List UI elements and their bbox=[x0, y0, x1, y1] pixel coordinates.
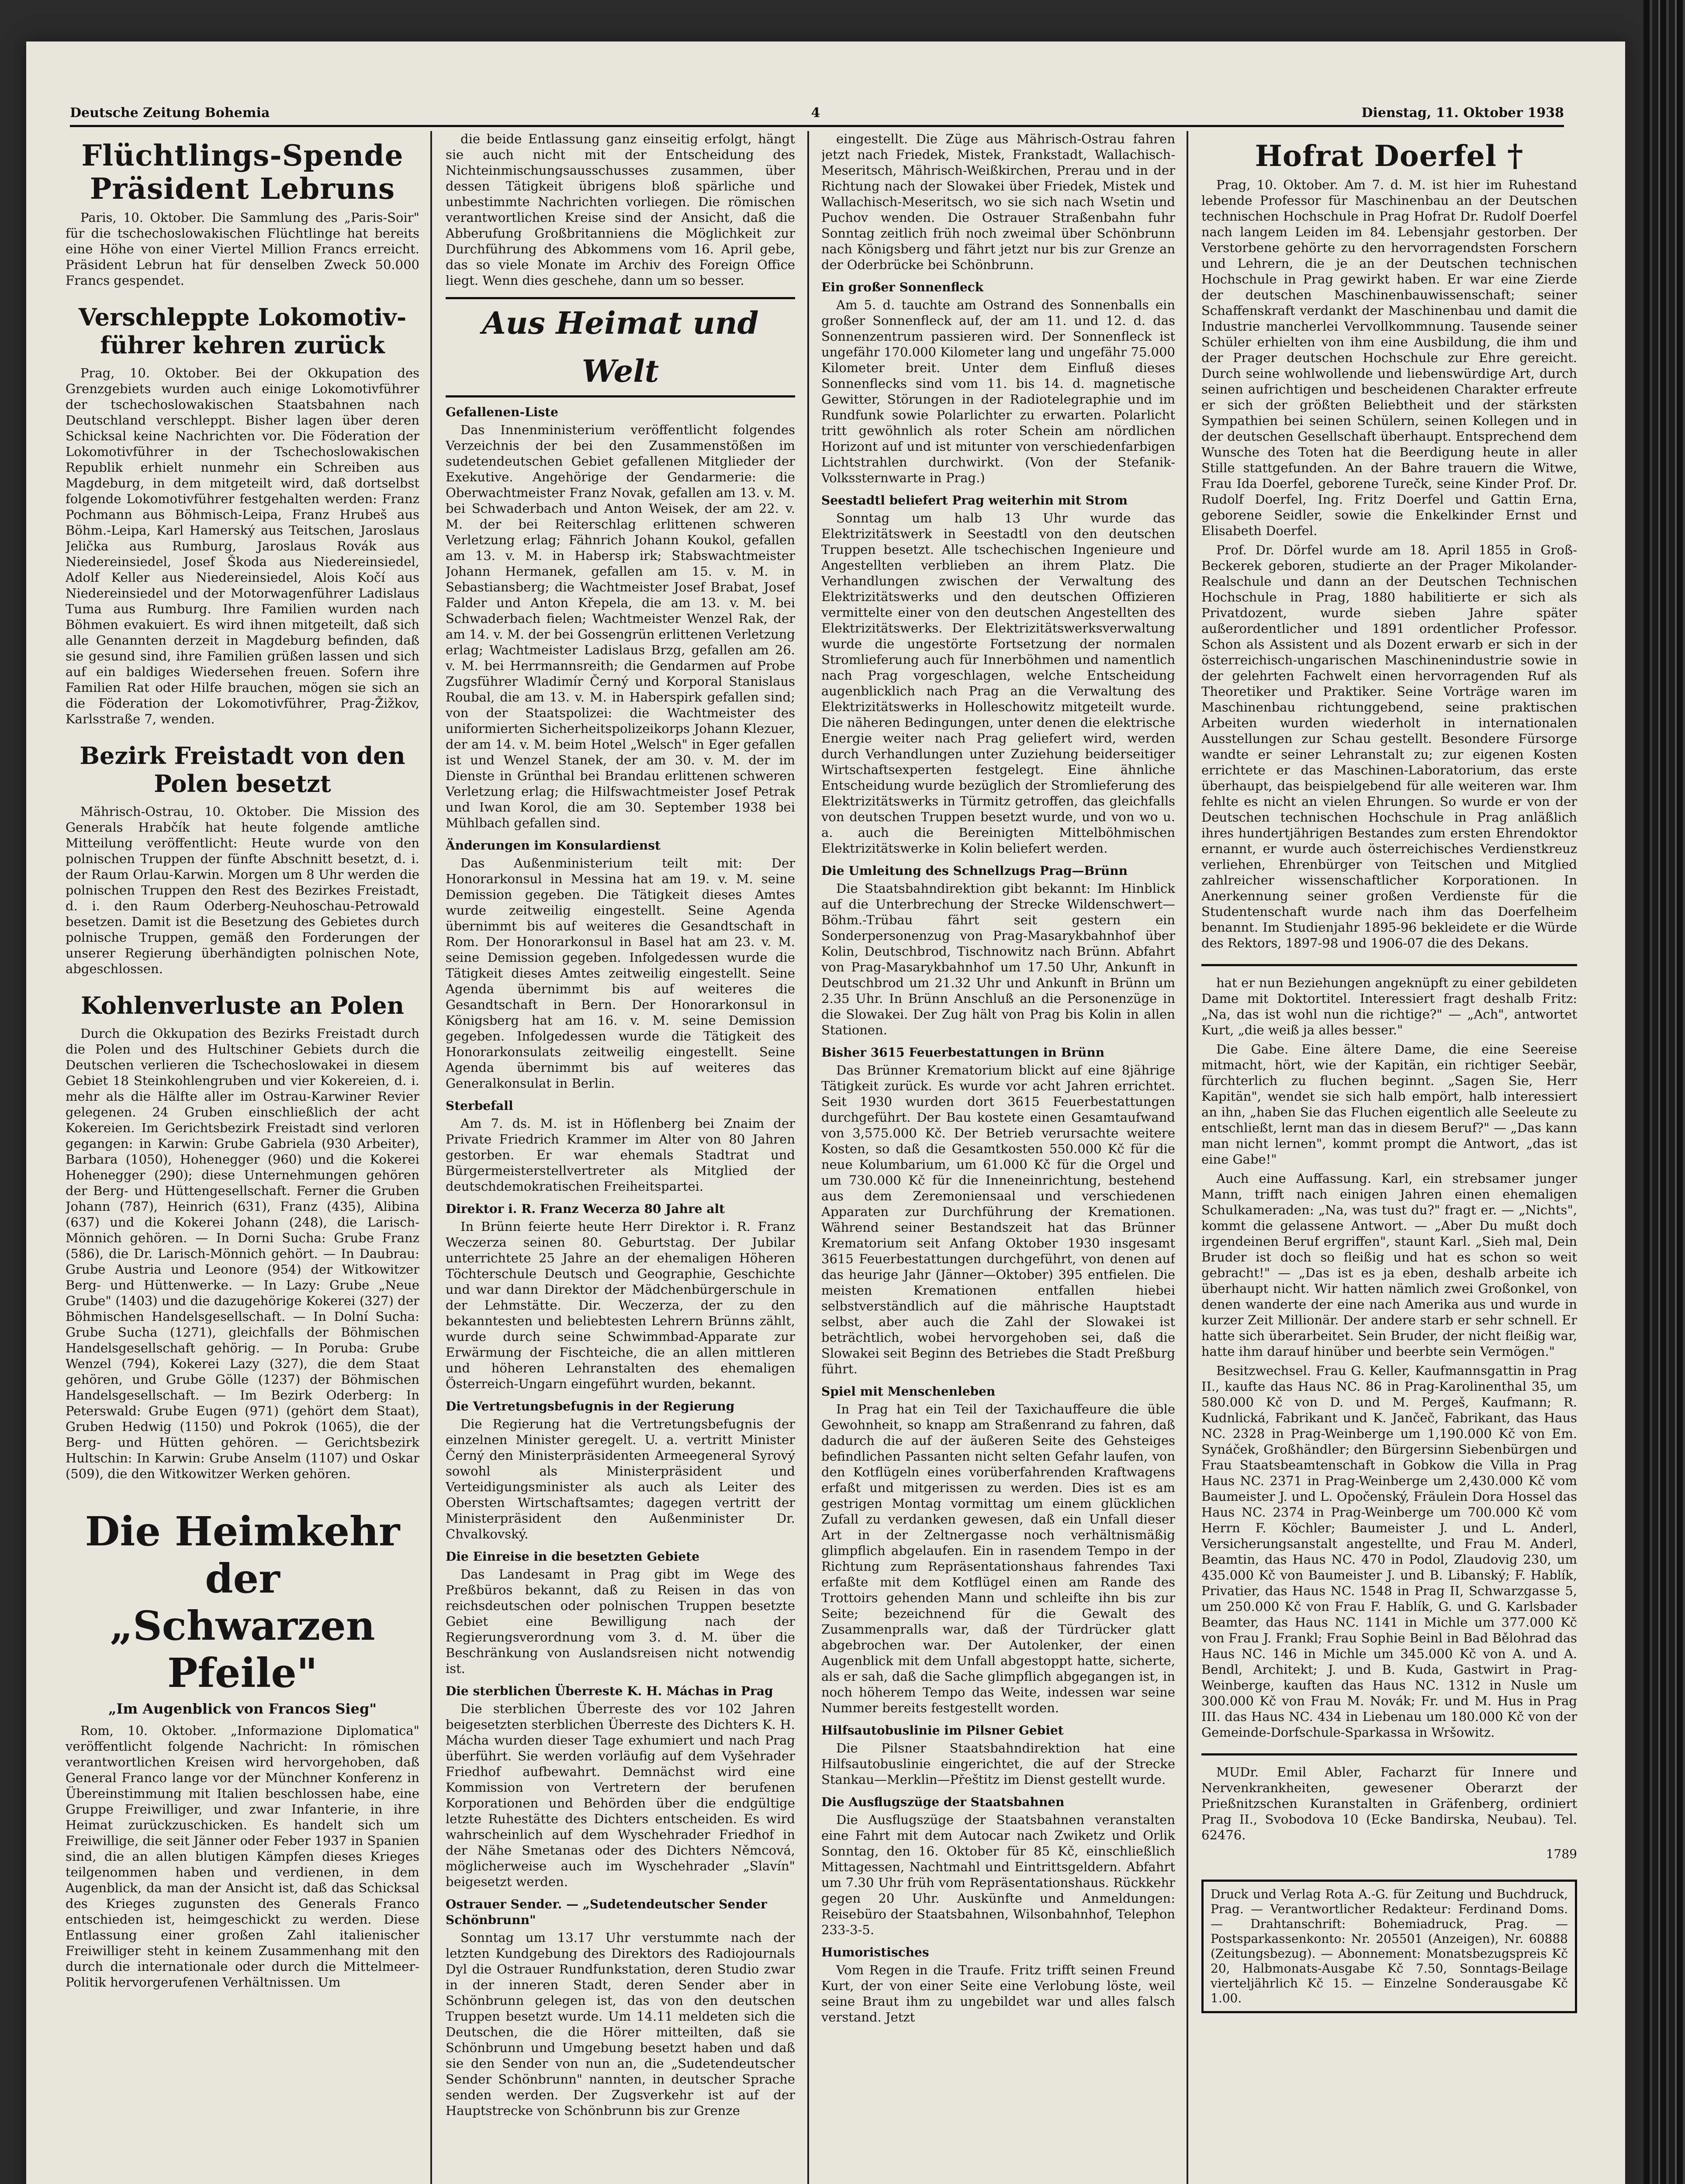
article-body: Durch die Okkupation des Bezirks Freistadt durch die Polen und des Hultschiner Gebiets durch die Deutschen verlieren die Tschechoslowakei in diesem Gebiet 18 Steinkohlengruben und vier Kokereien, d. i. mehr als die Hälfte aller im Ostrau-Karwiner Revier gelegenen. 24 Gruben einschließlich der acht Kokereien. Im Gerichtsbezirk Freistadt sind verloren gegangen: in Karwin: Grube Gabriela (930 Arbeiter), Barbara (1050), Hohenegger (960) und die Kokerei Hohenegger (290); diese Unternehmungen gehören der Berg- und Hüttengesellschaft. Ferner die Gruben Johann (787), Heinrich (631), Franz (435), Alibina (637) und die Kokerei Johann (248), die Larisch-Mönnich gehören. — In Dorni Sucha: Grube Franz (586), die Dr. Larisch-Mönnich gehört. — In Daubrau: Grube Austria und Leonore (954) der Witkowitzer Berg- und Hüttenwerke. — In Lazy: Grube „Neue Grube" (1403) und die dazugehörige Kokerei (327) der Böhmischen Handelsgesellschaft. — In Dolní Sucha: Grube Sucha (1271), gleichfalls der Böhmischen Handelsgesellschaft gehörig. — In Poruba: Grube Wenzel (794), Kokerei Lazy (327), die dem Staat gehören, und Grube Gölle (1237) der Böhmischen Handelsgesellschaft. — Im Bezirk Oderberg: In Peterswald: Grube Eugen (971) (gehört dem Staat), Gruben Hedwig (1150) und Pokrok (1065), die der Berg- und Hütten gehören. — Gerichtsbezirk Hultschin: In Karwin: Grube Anselm (1107) und Oskar (509), die den Witkowitzer Werken gehören. bbox=[66, 1026, 419, 1481]
section-body: Die Regierung hat die Vertretungsbefugnis der einzelnen Minister geregelt. U. a. vertritt Minister Černý den Ministerpräsidenten Armeegeneral Syrový sowohl als Ministerpräsident und Verteidigungsminister als auch als Leiter des Obersten Wirtschaftsamtes; dagegen vertritt der Ministerpräsident den Außenminister Dr. Chvalkovský. bbox=[446, 1417, 795, 1541]
column-1 bbox=[66, 131, 419, 2184]
header-page-number: 4 bbox=[811, 105, 820, 121]
section-title: Die Vertretungsbefugnis in der Regierung bbox=[446, 1399, 735, 1413]
article-body: hat er nun Beziehungen angeknüpft zu einer gebildeten Dame mit Doktortitel. Interessiert fragt deshalb Fritz: „Na, das ist wohl nun die richtige?" — „Ach", antwortet Kurt, „die weiß ja alles besser." bbox=[1201, 975, 1577, 1037]
section-body: Am 5. d. tauchte am Ostrand des Sonnenballs ein großer Sonnenfleck auf, der am 11. und 12. d. das Sonnenzentrum passieren wird. Der Sonnenfleck ist ungefähr 170.000 Kilometer lang und ungefähr 75.000 Kilometer breit. Unter dem Einfluß dieses Sonnenflecks sind vom 11. bis 14. d. magnetische Gewitter, Störungen in der Radiotelegraphie und im Rundfunk sowie Polarlichter zu erwarten. Polarlicht tritt gewöhnlich als roter Schein am nördlichen Horizont auf und ist mitunter von verschiedenfarbigen Lichtstrahlen durchwirkt. (Von der Stefanik-Volkssternwarte in Prag.) bbox=[821, 297, 1175, 485]
scanner-edge bbox=[1643, 0, 1685, 2184]
article-body: Prof. Dr. Dörfel wurde am 18. April 1855 in Groß-Beckerek geboren, studierte an der Prager Mikolander-Realschule und dann an der Deutschen Technischen Hochschule in Prag, 1880 habilitierte er sich als Privatdozent, wurde sieben Jahre später außerordentlicher und 1891 ordentlicher Professor. Schon als Assistent und als Dozent erwarb er sich in der österreichisch-ungarischen Maschinenindustrie sowie in der gelehrten Fachwelt einen hervorragenden Ruf als Theoretiker und Praktiker. Seine Vorträge waren im Maschinenbau richtunggebend, seine praktischen Arbeiten wurden wiederholt in internationalen Ausstellungen zur Schau gestellt. Besondere Fürsorge wandte er seiner Lehranstalt zu; zur eigenen Kosten errichtete er das Maschinen-Laboratorium, das erste überhaupt, das beispielgebend für alle weiteren war. Ihm fehlte es nicht an vielen Ehrungen. So wurde er von der Deutschen technischen Hochschule in Prag anläßlich ihres hundertjährigen Bestandes zum ersten Ehrendoktor ernannt, er wurde auch österreichisches Verdienstkreuz verliehen, Ehrenbürger von Teitschen und Mitglied zahlreicher wissenschaftlicher Korporationen. In Anerkennung seiner großen Verdienste für die Studentenschaft wurde nach ihm das Doerfelheim benannt. Im Studienjahr 1895-96 bekleidete er die Würde des Rektors, 1897-98 und 1906-07 die des Dekans. bbox=[1201, 543, 1577, 950]
section-body: Die Ausflugszüge der Staatsbahnen veranstalten eine Fahrt mit dem Autocar nach Zwiketz und Orlik Sonntag, den 16. Oktober für 85 Kč, einschließlich Mittagessen, Nachtmahl und Eintrittsgeldern. Abfahrt um 7.30 Uhr früh vom Repräsentationshaus. Rückkehr gegen 20 Uhr. Auskünfte und Anmeldungen: Reisebüro der Staatsbahnen, Wilsonbahnhof, Telephon 233-3-5. bbox=[821, 1812, 1175, 1937]
headline-line: Verschleppte Lokomotiv- bbox=[78, 303, 407, 331]
section-body: Die Staatsbahndirektion gibt bekannt: Im Hinblick auf die Unterbrechung der Strecke Wildenschwert—Böhm.-Trübau fährt seit gestern ein Sonderpersonenzug von Prag-Masarykbahnhof über Kolin, Deutschbrod, Tischnowitz nach Brünn. Abfahrt von Prag-Masarykbahnhof um 17.50 Uhr, Ankunft in Deutschbrod um 21.32 Uhr und Ankunft in Brünn um 2.35 Uhr. In Brünn Anschluß an die Personenzüge in die Slowakei. Der Zug hält von Prag bis Kolin in allen Stationen. bbox=[821, 881, 1175, 1037]
section-title: Humoristisches bbox=[821, 1945, 929, 1959]
section-body: Die sterblichen Überreste des vor 102 Jahren beigesetzten sterblichen Überreste des Dichters K. H. Mácha wurden dieser Tage exhumiert und nach Prag überführt. Sie werden vorläufig auf dem Vyšehrader Friedhof aufbewahrt. Demnächst wird eine Kommission von Vertretern der berufenen Korporationen und Behörden über die endgültige letzte Ruhestätte des Dichters entscheiden. Es wird wahrscheinlich auf dem Wyschehrader Friedhof in der Nähe Smetanas oder des Dichters Němcová, möglicherweise auch im Wyschehrader „Slavín" beigesetzt werden. bbox=[446, 1701, 795, 1889]
section-title: Änderungen im Konsulardienst bbox=[446, 838, 661, 853]
article-body: eingestellt. Die Züge aus Mährisch-Ostrau fahren jetzt nach Friedek, Mistek, Frankstadt, Wallachisch-Meseritsch, Mährisch-Weißkirchen, Prerau und in der Richtung nach der Slowakei über Friedek, Mistek und Wallachisch-Meseritsch, wo sie sich nach Wsetin und Puchov wenden. Die Ostrauer Straßenbahn fuhr Sonntag zeitlich früh noch zweimal über Schönbrunn nach Königsberg und fährt jetzt nur bis zur Grenze an der Oderbrücke bei Schönbrunn. bbox=[821, 131, 1175, 272]
section-body: Das Außenministerium teilt mit: Der Honorarkonsul in Messina hat am 19. v. M. seine Demission gegeben. Die Tätigkeit dieses Amtes wurde zeitweilig eingestellt. Seine Agenda übernimmt bis auf weiteres die Gesandtschaft in Rom. Der Honorarkonsul in Basel hat am 23. v. M. seine Demission gegeben. Infolgedessen wurde die Tätigkeit dieses Amtes zeitweilig eingestellt. Seine Agenda übernimmt bis auf weiteres die Gesandtschaft in Bern. Der Honorarkonsul in Königsberg hat am 16. v. M. seine Demission gegeben. Infolgedessen wurde die Tätigkeit des Honorarkonsulats zeitweilig eingestellt. Seine Agenda übernimmt bis auf weiteres das Generalkonsulat in Berlin. bbox=[446, 856, 795, 1091]
section-title: Seestadtl beliefert Prag weiterhin mit Strom bbox=[821, 493, 1128, 508]
column-4 bbox=[1201, 131, 1577, 2184]
column-3 bbox=[821, 131, 1175, 2184]
header-masthead: Deutsche Zeitung Bohemia bbox=[70, 105, 270, 121]
article-body: Rom, 10. Oktober. „Informazione Diplomatica" veröffentlicht folgende Nachricht: In römischen verantwortlichen Kreisen wird hervorgehoben, daß General Franco lange vor der Münchner Konferenz in Übereinstimmung mit Italien beschlossen habe, eine Gruppe Freiwilliger, und zwar Infanterie, in ihre Heimat zurückzuschicken. Es handelt sich um Freiwillige, die seit Jänner oder Feber 1937 in Spanien sind, die an allen blutigen Kämpfen dieses Krieges teilgenommen haben und verdienen, in dem Augenblick, da man der Ansicht ist, daß das Schicksal des Krieges zugunsten des Generals Franco entschieden ist, heimgeschickt zu werden. Diese Entlassung einer großen Zahl italienischer Freiwilliger steht in keinem Zusammenhang mit den durch die internationale oder durch die Mittelmeer-Politik hervorgerufenen Verhältnissen. Um bbox=[66, 1723, 419, 1990]
section-title: Die Einreise in die besetzten Gebiete bbox=[446, 1549, 700, 1564]
article-body: Mährisch-Ostrau, 10. Oktober. Die Mission des Generals Hrabčík hat heute folgende amtliche Mitteilung veröffentlicht: Heute wurde von den polnischen Truppen der fünfte Abschnitt besetzt, d. i. der Raum Orlau-Karwin. Morgen um 8 Uhr werden die polnischen Truppen den Rest des Bezirkes Freistadt, d. i. den Raum Oderberg-Neuhoschau-Petrowald besetzen. Damit ist die Besetzung des Gebietes durch polnische Truppen, gemäß den Forderungen der unserer Regierung überhändigten polnischen Note, abgeschlossen. bbox=[66, 804, 419, 976]
section-title: Ostrauer Sender. — „Sudetendeutscher Sender Schönbrunn" bbox=[446, 1897, 767, 1927]
cross-icon: † bbox=[1507, 137, 1524, 173]
section-banner: Aus Heimat und Welt bbox=[446, 297, 795, 397]
section-title: Bisher 3615 Feuerbestattungen in Brünn bbox=[821, 1045, 1105, 1060]
article-body: Paris, 10. Oktober. Die Sammlung des „Paris-Soir" für die tschechoslowakischen Flüchtlinge hat bereits eine Höhe von einer Viertel Million Francs erreicht. Präsident Lebrun hat für denselben Zweck 50.000 Francs gespendet. bbox=[66, 210, 419, 288]
section-body: In Brünn feierte heute Herr Direktor i. R. Franz Weczerza seinen 80. Geburtstag. Der Jubilar unterrichtete 25 Jahre an der ehemaligen Höheren Töchterschule Deutsch und Geographie, Geschichte und war dann Direktor der Mädchenbürgerschule in der Lehmstätte. Dir. Weczerza, der zu den bekanntesten und beliebtesten Lehrern Brünns zählt, wurde durch seine Schwimmbad-Apparate zur Erwärmung der Fischteiche, die an allen mittleren und höheren Lehranstalten des ehemaligen Österreich-Ungarn eingeführt wurden, bekannt. bbox=[446, 1219, 795, 1391]
section-title: Hilfsautobuslinie im Pilsner Gebiet bbox=[821, 1723, 1064, 1738]
columns bbox=[66, 131, 1577, 2184]
section-title: Gefallenen-Liste bbox=[446, 405, 558, 419]
divider bbox=[1201, 1753, 1577, 1755]
headline-line: Die Heimkehr bbox=[85, 1508, 400, 1555]
article-headline bbox=[1201, 139, 1577, 173]
headline-text: Hofrat Doerfel bbox=[1255, 139, 1497, 173]
headline-line: Bezirk Freistadt von den bbox=[80, 742, 405, 770]
headline-line: Flüchtlings-Spende bbox=[81, 138, 404, 173]
advertisement: MUDr. Emil Abler, Facharzt für Innere und Nervenkrankheiten, gewesener Oberarzt der Prießnitzschen Kuranstalten in Gräfenberg, ordiniert Prag II., Svobodova 10 (Ecke Bandirska, Neubau). Tel. 62476. bbox=[1201, 1765, 1577, 1842]
imprint-box: Druck und Verlag Rota A.-G. für Zeitung und Buchdruck, Prag. — Verantwortlicher Redakteur: Ferdinand Doms. — Drahtanschrift: Bohemiadruck, Prag. — Postsparkassenkonto: Nr. 205501 (Anzeigen), Nr. 60888 (Zeitungsbezug). — Abonnement: Monatsbezugspreis Kč 20, Halbmonats-Ausgabe Kč 7.50, Sonntags-Beilage vierteljährlich Kč 15. — Einzelne Sonderausgabe Kč 1.00. bbox=[1201, 1880, 1577, 2013]
section-body: Vom Regen in die Traufe. Fritz trifft seinen Freund Kurt, der von einer Seite eine Verlobung löste, weil seine Braut ihm zu ungebildet war und alles falsch verstand. Jetzt bbox=[821, 1963, 1175, 2025]
column-rule bbox=[430, 131, 432, 2184]
section-title: Die Ausflugszüge der Staatsbahnen bbox=[821, 1795, 1065, 1809]
header-date: Dienstag, 11. Oktober 1938 bbox=[1361, 105, 1564, 121]
article-subheadline: „Im Augenblick von Francos Sieg" bbox=[108, 1700, 377, 1717]
section-body: Sonntag um 13.17 Uhr verstummte nach der letzten Kundgebung des Direktors des Radiojournals Dyl die Ostrauer Rundfunkstation, deren Studio zwar in der inneren Stadt, deren Sender aber in Schönbrunn gelegen ist, das von den deutschen Truppen besetzt wurde. Um 14.11 meldeten sich die Deutschen, die die Hörer mitteilten, daß sie Schönbrunn und Umgebung besetzt haben und daß sie den Sender von nun an, die „Sudetendeutscher Sender Schönbrunn" nannten, in deutscher Sprache senden werden. Der Zugsverkehr ist auf der Hauptstrecke von Schönbrunn bis zur Grenze bbox=[446, 1930, 795, 2118]
column-rule bbox=[807, 131, 809, 2184]
advertisement-number: 1789 bbox=[1546, 1847, 1577, 1861]
article-headline bbox=[66, 1508, 419, 1697]
section-title: Ein großer Sonnenfleck bbox=[821, 280, 984, 294]
article-headline: Kohlenverluste an Polen bbox=[81, 992, 404, 1019]
section-title: Die Umleitung des Schnellzugs Prag—Brünn bbox=[821, 864, 1128, 878]
article-body: Prag, 10. Oktober. Bei der Okkupation des Grenzgebiets wurden auch einige Lokomotivführer der tschechoslowakischen Staatsbahnen nach Deutschland verschleppt. Bisher lagen über deren Schicksal keine Nachrichten vor. Die Föderation der Lokomotivführer in der Tschechoslowakischen Republik erhielt nunmehr ein Schreiben aus Magdeburg, in dem mitgeteilt wird, daß dortselbst folgende Lokomotivführer festgehalten werden: Franz Pochmann aus Böhmisch-Leipa, Franz Hrubeš aus Böhm.-Leipa, Karl Hamerský aus Teitschen, Jaroslaus Jelička aus Rumburg, Jaroslaus Rovák aus Niedereinsiedel, Josef Škoda aus Niedereinsiedel, Adolf Keller aus Niedereinsiedel, Alois Kočí aus Niedereinsiedel und der Motorwagenführer Ladislaus Tuma aus Rumburg. Ihre Familien wurden nach Böhmen evakuiert. Es wird ihnen mitgeteilt, daß sich alle Genannten derzeit in Magdeburg befinden, daß sie gesund sind, ihre Familien grüßen lassen und sich auf ein baldiges Wiedersehen freuen. Sofern ihre Familien Rat oder Hilfe brauchen, mögen sie sich an die Föderation der Lokomotivführer, Prag-Žižkov, Karlsstraße 7, wenden. bbox=[66, 366, 419, 726]
article-body: Prag, 10. Oktober. Am 7. d. M. ist hier im Ruhestand lebende Professor für Maschinenbau an der Deutschen technischen Hochschule in Prag Hofrat Dr. Rudolf Doerfel nach langem Leiden im 84. Lebensjahr gestorben. Der Verstorbene gehörte zu den hervorragendsten Forschern und Lehrern, die je an der Deutschen technischen Hochschule in Prag gewirkt haben. Er war eine Zierde der deutschen Maschinenbauwissenschaft; seiner Schaffenskraft verdankt der Maschinenbau und damit die Industrie mancherlei Vervollkommnung. Tausende seiner Schüler erhielten von ihm eine Ausbildung, die ihm und der Prager deutschen Hochschule zur Ehre gereicht. Durch seine wohlwollende und liebenswürdige Art, durch seinen aufrichtigen und bescheidenen Charakter erfreute er sich der größten Beliebtheit und der stärksten Sympathien bei seinen Schülern, seinen Kollegen und in der deutschen Gesellschaft überhaupt. Entsprechend dem Wunsche des Toten hat die Beerdigung heute in aller Stille stattgefunden. An der Bahre trauern die Witwe, Frau Ida Doerfel, geborene Turečk, seine Kinder Prof. Dr. Rudolf Doerfel, Ing. Fritz Doerfel und Gattin Erna, geborene Seidler, sowie die Enkelkinder Ernst und Elisabeth Doerfel. bbox=[1201, 177, 1577, 538]
page-header bbox=[70, 100, 1564, 127]
column-rule bbox=[1187, 131, 1188, 2184]
article-headline bbox=[66, 742, 419, 798]
section-title: Spiel mit Menschenleben bbox=[821, 1384, 996, 1399]
article-headline bbox=[66, 303, 419, 359]
article-headline bbox=[66, 139, 419, 205]
article-body: Die Gabe. Eine ältere Dame, die eine Seereise mitmacht, hört, wie der Kapitän, ein richtiger Seebär, fürchterlich zu fluchen beginnt. „Sagen Sie, Herr Kapitän", wendet sie sich halb empört, halb interessiert an ihn, „haben Sie das Fluchen eigentlich alle Seeleute zu entschließt, lernt man das in diesem Beruf?" — „Das kann man nicht lernen", kommt prompt die Antwort, „das ist eine Gabe!" bbox=[1201, 1042, 1577, 1167]
article-body: die beide Entlassung ganz einseitig erfolgt, hängt sie auch nicht mit der Entscheidung des Nichteinmischungsausschusses zusammen, über dessen Tätigkeit übrigens bloß spärliche und unbestimmte Nachrichten vorliegen. Die römischen verantwortlichen Kreise sind der Ansicht, daß die Abberufung Großbritanniens die Möglichkeit zur Durchführung des Abkommens vom 16. April gebe, das so viele Monate im Archiv des Foreign Office liegt. Wenn dies geschehe, dann um so besser. bbox=[446, 131, 795, 288]
headline-line: Polen besetzt bbox=[154, 770, 331, 798]
section-title: Direktor i. R. Franz Wecerza 80 Jahre alt bbox=[446, 1202, 725, 1216]
section-body: Das Innenministerium veröffentlicht folgendes Verzeichnis der bei den Zusammenstößen im sudetendeutschen Gebiet gefallenen Mitglieder der Exekutive. Angehörige der Gendarmerie: die Oberwachtmeister Franz Novak, gefallen am 13. v. M. bei Schwaderbach und Anton Weisek, der am 22. v. M. der bei Reiterschlag erlittenen schweren Verletzung erlag; Fähnrich Johann Koukol, gefallen am 13. v. M. in Habersp irk; Stabswachtmeister Johann Hermanek, gefallen am 15. v. M. in Sebastiansberg; die Wachtmeister Josef Brabat, Josef Falder und Anton Křepela, die am 13. v. M. bei Schwaderbach fielen; Wachtmeister Wenzel Rak, der am 14. v. M. der bei Gossengrün erlittenen Verletzung erlag; Wachtmeister Ladislaus Brzg, gefallen am 26. v. M. bei Herrmannsreith; die Gendarmen auf Probe Zugsführer Wladimír Černý und Korporal Stanislaus Roubal, die am 13. v. M. in Haberspirk gefallen sind; von der Staatspolizei: die Wachtmeister des uniformierten Sicherheitspolizeikorps Johann Klezuer, der am 14. v. M. beim Hotel „Welsch" in Eger gefallen ist und Wenzel Stanek, der am 30. v. M. der im Dienste in Grünthal bei Brandau erlittenen schweren Verletzung erlag; die Hilfswachtmeister Josef Petrak und Iwan Korol, die am 30. September 1938 bei Mühlbach gefallen sind. bbox=[446, 422, 795, 830]
article-body: Auch eine Auffassung. Karl, ein strebsamer junger Mann, trifft nach einigen Jahren einen ehemaligen Schulkameraden: „Na, was tust du?" fragt er. — „Nichts", kommt die gelassene Antwort. — „Aber Du mußt doch irgendeinen Beruf ergriffen", staunt Karl. „Sieh mal, Dein Bruder ist doch so fleißig und hat es schon so weit gebracht!" — „Das ist es ja eben, deshalb arbeite ich überhaupt nicht. Wir hatten nämlich zwei Großonkel, von denen wanderte der eine nach Amerika aus und wurde in kurzer Zeit Millionär. Der andere starb er sehr schnell. Er hatte sich überarbeitet. Sein Bruder, der nicht fleißig war, hatte ihm darauf hinüber und beerbte sein Vermögen." bbox=[1201, 1171, 1577, 1359]
headline-line: führer kehren zurück bbox=[100, 331, 385, 359]
section-body: Das Landesamt in Prag gibt im Wege des Preßbüros bekannt, daß zu Reisen in das von reichsdeutschen oder polnischen Truppen besetzte Gebiet eine Bewilligung nach der Regierungsverordnung vom 3. d. M. über die Beschränkung von Auslandsreisen nicht notwendig ist. bbox=[446, 1567, 795, 1676]
headline-line: der „Schwarzen Pfeile" bbox=[110, 1555, 375, 1697]
section-body: Am 7. ds. M. ist in Höflenberg bei Znaim der Private Friedrich Krammer im Alter von 80 Jahren gestorben. Er war ehemals Stadtrat und Bürgermeisterstellvertreter als Mitglied der deutschdemokratischen Freiheitspartei. bbox=[446, 1116, 795, 1194]
section-body: In Prag hat ein Teil der Taxichauffeure die üble Gewohnheit, so knapp am Straßenrand zu fahren, daß dadurch die auf der äußeren Seite des Gehsteiges befindlichen Passanten nicht selten Gefahr laufen, von den Kotflügeln eines vorüberfahrenden Kraftwagens erfaßt und mitgerissen zu werden. Dies ist es am gestrigen Montag vormittag um einem glücklichen Zufall zu verdanken gewesen, daß ein Unfall dieser Art in der Zeltnergasse noch verhältnismäßig glimpflich abgelaufen. Ein in rasendem Tempo in der Richtung zum Repräsentationshaus fahrendes Taxi erfaßte mit dem Kotflügel einen am Rande des Trottoirs gehenden Mann und schleifte ihn bis zur Seite; bezeichnend für die Gewalt des Zusammenpralls war, daß der Türdrücker glatt abgebrochen war. Der Autolenker, der einen Augenblick mit dem Unfall abgestoppt hatte, sicherte, als er sah, daß die Sache glimpflich abgegangen ist, in noch höherem Tempo das Weite, indessen war seine Nummer bereits festgestellt worden. bbox=[821, 1402, 1175, 1715]
section-body: Das Brünner Krematorium blickt auf eine 8jährige Tätigkeit zurück. Es wurde vor acht Jahren errichtet. Seit 1930 wurden dort 3615 Feuerbestattungen durchgeführt. Der Bau kostete einen Gesamtaufwand von 3,575.000 Kč. Der Betrieb verursachte weitere Kosten, so daß die Gesamtkosten 550.000 Kč für die neue Kolumbarium, um 61.000 Kč für die Orgel und um 730.000 Kč für die Inneneinrichtung, bestehend aus dem Zeremoniensaal und verschiedenen Apparaten zur Durchführung der Kremationen. Während seiner Bestandszeit hat das Brünner Krematorium seit Anfang Oktober 1930 insgesamt 3615 Feuerbestattungen durchgeführt, von denen auf das heurige Jahr (Jänner—Oktober) 395 entfielen. Die meisten Kremationen entfallen hiebei selbstverständlich auf die mährische Hauptstadt selbst, aber auch die Zahl der Slowakei ist beträchtlich, wobei hervorgehoben sei, daß die Slowakei seit Beginn des Betriebes die Stadt Preßburg führt. bbox=[821, 1063, 1175, 1376]
section-title: Sterbefall bbox=[446, 1099, 513, 1113]
section-title: Die sterblichen Überreste K. H. Máchas in Prag bbox=[446, 1684, 773, 1698]
section-body: Sonntag um halb 13 Uhr wurde das Elektrizitätswerk in Seestadtl von den deutschen Truppen besetzt. Alle tschechischen Ingenieure und Angestellten verblieben an ihrem Platz. Die Verhandlungen zwischen der Verwaltung des Elektrizitätswerks und den deutschen Offizieren vermittelte einer von den deutschen Angestellten des Elektrizitätswerks. Der Elektrizitätswerksverwaltung wurde die ungestörte Fortsetzung der normalen Stromlieferung auch für Innerböhmen und namentlich nach Prag vorgeschlagen, welche Entscheidung augenblicklich nach Prag an die Verwaltung des Elektrizitätswerks in Holleschowitz mitgeteilt wurde. Die näheren Bedingungen, unter denen die elektrische Energie weiter nach Prag geliefert wird, werden durch Verhandlungen unter Zuziehung beiderseitiger Wirtschaftsexperten festgelegt. Eine ähnliche Entscheidung wurde bezüglich der Stromlieferung des Elektrizitätswerks in Türmitz getroffen, das gleichfalls von deutschen Truppen besetzt wurde, und von wo u. a. auch die Bereinigten Mittelböhmischen Elektrizitätswerke in Kolin beliefert werden. bbox=[821, 511, 1175, 856]
headline-line: Präsident Lebruns bbox=[90, 172, 395, 206]
column-2 bbox=[446, 131, 795, 2184]
article-body: Besitzwechsel. Frau G. Keller, Kaufmannsgattin in Prag II., kaufte das Haus NC. 86 in Prag-Karolinenthal 35, um 580.000 Kč von D. und M. Pergeš, Kaufmann; R. Kudnlická, Fabrikant und K. Jančeč, Fabrikant, das Haus NC. 2328 in Prag-Weinberge um 1,190.000 Kč von Em. Synáček, Großhändler; den Bürgersinn Siebenbürgen und Frau Staatsbeamtenschaft in Gobkow die Villa in Prag Haus NC. 2371 in Prag-Weinberge um 2,430.000 Kč vom Baumeister J. und L. Opočenský, Fräulein Dora Hossel das Haus NC. 2374 in Prag-Weinberge um 700.000 Kč vom Herrn F. Köchler; Baumeister J. und L. Anderl, Versicherungsanstalt angestellte, und Frau M. Anderl, Beamtin, das Haus NC. 470 in Podol, Zlaudovig 230, um 435.000 Kč von Baumeister J. und B. Libanský; F. Hablík, Privatier, das Haus NC. 1548 in Prag II, Schwarzgasse 5, um 250.000 Kč von Frau F. Hablík, G. und G. Karlsbader Beamter, das Haus NC. 1141 in Michle um 377.000 Kč von Frau J. Frankl; Frau Sophie Beinl in Bad Bělohrad das Haus NC. 146 in Michle um 345.000 Kč von A. und A. Bendl, Architekt; J. und B. Kuda, Gastwirt in Prag-Weinberge, kauften das Haus NC. 1312 in Nusle um 300.000 Kč von Frau M. Novák; Fr. und M. Hus in Prag III. das Haus NC. 434 in Liebenau um 180.000 Kč von der Gemeinde-Dorfschule-Sparkassa in Wršowitz. bbox=[1201, 1363, 1577, 1740]
section-body: Die Pilsner Staatsbahndirektion hat eine Hilfsautobuslinie eingerichtet, die auf der Strecke Stankau—Merklin—Přeštitz im Dienst gestellt wurde. bbox=[821, 1741, 1175, 1787]
divider bbox=[1201, 964, 1577, 966]
